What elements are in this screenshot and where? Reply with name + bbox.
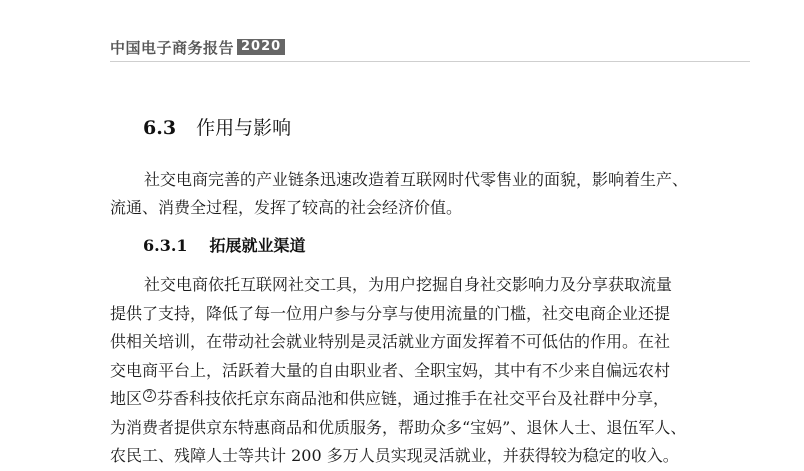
paragraph-line: 提供了支持，降低了每一位用户参与分享与使用流量的门槛，社交电商企业还提 <box>110 303 671 323</box>
section-title: 作用与影响 <box>196 117 292 139</box>
paragraph-line: 供相关培训，在带动社会就业特别是灵活就业方面发挥着不可低估的作用。在社 <box>110 332 671 351</box>
report-title: 中国电子商务报告 <box>110 38 235 57</box>
paragraph-text: 芬香科技依托京东商品池和供应链，通过推手在社交平台及社群中分享， <box>157 389 670 408</box>
paragraph-text: 地区 <box>110 389 143 408</box>
subsection-heading <box>143 233 306 256</box>
footnote-marker[interactable]: 2 <box>143 389 156 402</box>
paragraph-line-with-footnote <box>110 385 760 414</box>
paragraph-line: 社交电商完善的产业链条迅速改造着互联网时代零售业的面貌，影响着生产、 <box>144 170 689 189</box>
paragraph-line: 社交电商依托互联网社交工具，为用户挖掘自身社交影响力及分享获取流量 <box>144 275 673 294</box>
body-paragraph <box>110 271 760 471</box>
section-number: 6.3 <box>143 117 177 139</box>
paragraph-line: 为消费者提供京东特惠商品和优质服务，帮助众多“宝妈”、退休人士、退伍军人、 <box>110 417 687 437</box>
running-header <box>110 37 285 57</box>
subsection-number: 6.3.1 <box>143 236 188 255</box>
paragraph-line: 流通、消费全过程，发挥了较高的社会经济价值。 <box>110 198 463 217</box>
paragraph-line: 交电商平台上，活跃着大量的自由职业者、全职宝妈，其中有不少来自偏远农村 <box>110 360 671 380</box>
paragraph-line: 农民工、残障人士等共计 200 多万人员实现灵活就业，并获得较为稳定的收入。 <box>110 446 679 465</box>
section-heading <box>143 113 291 140</box>
report-year-badge: 2020 <box>237 39 285 55</box>
intro-paragraph <box>110 166 760 222</box>
header-divider <box>110 61 750 62</box>
subsection-title: 拓展就业渠道 <box>209 236 306 255</box>
